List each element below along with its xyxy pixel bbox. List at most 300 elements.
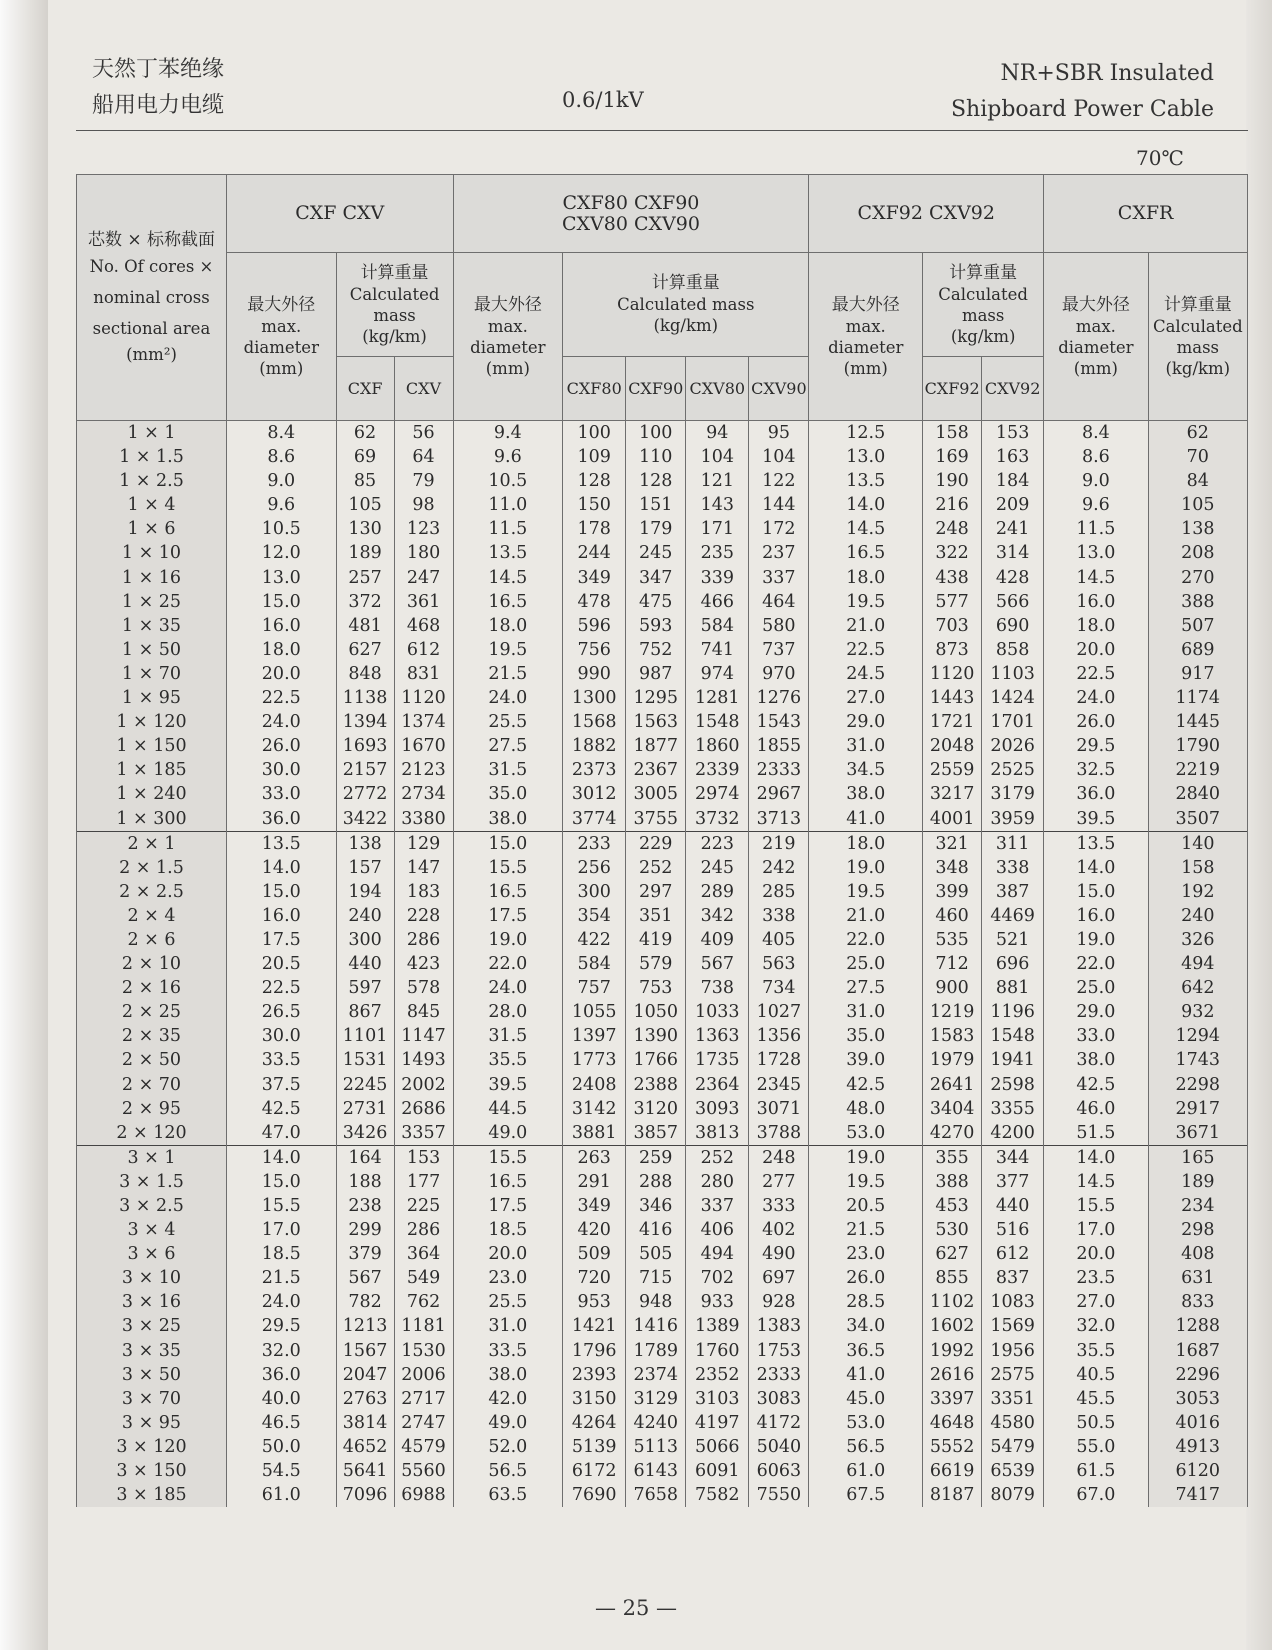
cell-size: 1 × 1.5	[77, 445, 227, 469]
cell-g1-mass-cxv: 1120	[394, 686, 453, 710]
g4-mass-cn: 计算重量	[1163, 294, 1232, 315]
cell-g3-mass-cxv92: 8079	[982, 1483, 1044, 1507]
cell-g2-mass-cxv80: 7582	[686, 1483, 749, 1507]
cell-g4-mass: 2298	[1148, 1073, 1247, 1097]
cell-g4-diameter: 22.5	[1044, 662, 1148, 686]
g3-mass-en: Calculated mass	[938, 284, 1028, 325]
table-row	[77, 1218, 1248, 1242]
cell-g1-diameter: 26.0	[226, 734, 336, 758]
cell-size: 3 × 16	[77, 1290, 227, 1314]
cell-g2-mass-cxv80: 280	[686, 1170, 749, 1194]
cell-g3-mass-cxv92: 837	[982, 1266, 1044, 1290]
cell-g1-diameter: 26.5	[226, 1000, 336, 1024]
cell-g3-mass-cxv92: 516	[982, 1218, 1044, 1242]
cell-g3-mass-cxf92: 322	[923, 541, 982, 565]
cell-g1-mass-cxf: 379	[336, 1242, 394, 1266]
cell-g1-mass-cxv: 845	[394, 1000, 453, 1024]
cell-g2-mass-cxf90: 753	[626, 976, 686, 1000]
cell-g2-diameter: 27.5	[453, 734, 563, 758]
cell-g1-mass-cxf: 2245	[336, 1073, 394, 1097]
cell-g3-mass-cxv92: 1196	[982, 1000, 1044, 1024]
cell-size: 2 × 16	[77, 976, 227, 1000]
cell-g2-mass-cxv90: 3713	[749, 807, 809, 832]
cell-size: 1 × 70	[77, 662, 227, 686]
cell-g2-diameter: 17.5	[453, 1194, 563, 1218]
cell-g2-mass-cxf80: 1397	[563, 1024, 626, 1048]
cell-g3-mass-cxf92: 348	[923, 856, 982, 880]
cell-g2-mass-cxv80: 6091	[686, 1459, 749, 1483]
cell-g2-mass-cxv80: 738	[686, 976, 749, 1000]
cell-g2-mass-cxf90: 1766	[626, 1048, 686, 1072]
cell-g1-mass-cxv: 2747	[394, 1411, 453, 1435]
cell-g1-diameter: 16.0	[226, 904, 336, 928]
cell-g2-diameter: 17.5	[453, 904, 563, 928]
cell-g1-diameter: 8.4	[226, 421, 336, 446]
cell-g3-diameter: 31.0	[809, 1000, 923, 1024]
cell-g1-mass-cxv: 361	[394, 590, 453, 614]
cell-g2-mass-cxf90: 419	[626, 928, 686, 952]
cell-g4-mass: 2840	[1148, 782, 1247, 806]
cell-g1-mass-cxv: 2734	[394, 782, 453, 806]
cell-g3-diameter: 25.0	[809, 952, 923, 976]
g4-diam-unit: (mm)	[1073, 358, 1118, 378]
cell-g3-mass-cxv92: 1548	[982, 1024, 1044, 1048]
cell-size: 3 × 25	[77, 1314, 227, 1338]
cell-g3-mass-cxv92: 3355	[982, 1097, 1044, 1121]
cell-g1-diameter: 36.0	[226, 1363, 336, 1387]
header-title-en-line2: Shipboard Power Cable	[950, 97, 1214, 122]
cell-g4-diameter: 29.0	[1044, 1000, 1148, 1024]
cell-g4-mass: 1790	[1148, 734, 1247, 758]
cell-g2-mass-cxf80: 2408	[563, 1073, 626, 1097]
cell-g2-mass-cxv80: 94	[686, 421, 749, 446]
table-row	[77, 758, 1248, 782]
cell-g2-mass-cxf90: 416	[626, 1218, 686, 1242]
g1-diam-en: max. diameter	[243, 316, 319, 357]
cell-g1-mass-cxv: 578	[394, 976, 453, 1000]
cell-g4-diameter: 14.0	[1044, 1145, 1148, 1170]
cell-g2-mass-cxv90: 277	[749, 1170, 809, 1194]
cell-g2-diameter: 33.5	[453, 1339, 563, 1363]
cell-g3-mass-cxf92: 4001	[923, 807, 982, 832]
table-row	[77, 686, 1248, 710]
table-row	[77, 1097, 1248, 1121]
cell-size: 3 × 1.5	[77, 1170, 227, 1194]
cell-g4-mass: 1445	[1148, 710, 1247, 734]
cell-g1-mass-cxf: 138	[336, 831, 394, 856]
cell-g3-mass-cxv92: 1103	[982, 662, 1044, 686]
cell-g3-mass-cxv92: 858	[982, 638, 1044, 662]
cell-g2-mass-cxv90: 104	[749, 445, 809, 469]
cell-g2-mass-cxv80: 584	[686, 614, 749, 638]
cell-g2-mass-cxf80: 990	[563, 662, 626, 686]
cell-g1-mass-cxv: 2123	[394, 758, 453, 782]
subcol-cxv: CXV	[394, 357, 453, 421]
cell-g1-mass-cxf: 257	[336, 566, 394, 590]
g3-mass-cn: 计算重量	[949, 262, 1018, 283]
cell-g3-diameter: 12.5	[809, 421, 923, 446]
cell-g2-mass-cxf80: 3150	[563, 1387, 626, 1411]
cell-g2-mass-cxf80: 756	[563, 638, 626, 662]
cell-g1-diameter: 9.6	[226, 493, 336, 517]
cell-g1-mass-cxv: 1530	[394, 1339, 453, 1363]
cell-g4-diameter: 32.5	[1044, 758, 1148, 782]
cell-g2-mass-cxv90: 464	[749, 590, 809, 614]
cell-g2-mass-cxf80: 244	[563, 541, 626, 565]
cell-g3-diameter: 16.5	[809, 541, 923, 565]
cell-g2-mass-cxv90: 2967	[749, 782, 809, 806]
cell-g1-mass-cxv: 98	[394, 493, 453, 517]
cell-g1-mass-cxf: 5641	[336, 1459, 394, 1483]
cell-g1-diameter: 30.0	[226, 758, 336, 782]
cell-g1-mass-cxf: 238	[336, 1194, 394, 1218]
cell-g2-diameter: 20.0	[453, 1242, 563, 1266]
cell-g2-mass-cxf80: 509	[563, 1242, 626, 1266]
cell-g2-mass-cxf80: 3881	[563, 1121, 626, 1146]
g3-diameter-header	[809, 253, 923, 421]
table-row	[77, 638, 1248, 662]
cell-g1-mass-cxf: 440	[336, 952, 394, 976]
cell-g2-mass-cxf80: 291	[563, 1170, 626, 1194]
cell-g3-diameter: 45.0	[809, 1387, 923, 1411]
cell-g3-mass-cxf92: 577	[923, 590, 982, 614]
table-row	[77, 856, 1248, 880]
cell-g2-diameter: 9.4	[453, 421, 563, 446]
cell-g2-diameter: 52.0	[453, 1435, 563, 1459]
cell-g2-mass-cxv80: 2339	[686, 758, 749, 782]
cell-size: 3 × 35	[77, 1339, 227, 1363]
cell-size: 2 × 4	[77, 904, 227, 928]
cell-g3-mass-cxv92: 184	[982, 469, 1044, 493]
cell-g2-diameter: 11.5	[453, 517, 563, 541]
cell-g3-mass-cxv92: 4469	[982, 904, 1044, 928]
cell-g2-mass-cxv90: 2345	[749, 1073, 809, 1097]
g2-diameter-header	[453, 253, 563, 421]
cell-g1-diameter: 36.0	[226, 807, 336, 832]
cell-g3-mass-cxv92: 2598	[982, 1073, 1044, 1097]
cell-size: 1 × 150	[77, 734, 227, 758]
cell-g3-mass-cxf92: 460	[923, 904, 982, 928]
cell-g2-mass-cxv90: 5040	[749, 1435, 809, 1459]
cell-g2-mass-cxv90: 402	[749, 1218, 809, 1242]
cell-g1-mass-cxf: 782	[336, 1290, 394, 1314]
cell-g1-diameter: 14.0	[226, 856, 336, 880]
cell-size: 2 × 95	[77, 1097, 227, 1121]
temperature-label: 70℃	[1136, 146, 1184, 170]
cell-g3-mass-cxv92: 440	[982, 1194, 1044, 1218]
cell-g1-diameter: 42.5	[226, 1097, 336, 1121]
cell-g3-mass-cxf92: 6619	[923, 1459, 982, 1483]
cell-g4-mass: 1174	[1148, 686, 1247, 710]
cell-g4-diameter: 33.0	[1044, 1024, 1148, 1048]
cell-g1-diameter: 32.0	[226, 1339, 336, 1363]
cell-g2-diameter: 28.0	[453, 1000, 563, 1024]
cell-size: 2 × 1	[77, 831, 227, 856]
cell-g2-mass-cxf90: 288	[626, 1170, 686, 1194]
cell-g4-diameter: 55.0	[1044, 1435, 1148, 1459]
cell-g3-mass-cxf92: 1219	[923, 1000, 982, 1024]
cell-g4-mass: 84	[1148, 469, 1247, 493]
cell-g4-mass: 917	[1148, 662, 1247, 686]
g1-mass-unit: (kg/km)	[362, 326, 427, 346]
table-row	[77, 1266, 1248, 1290]
cell-g4-mass: 7417	[1148, 1483, 1247, 1507]
cell-g1-mass-cxv: 612	[394, 638, 453, 662]
cell-g3-diameter: 41.0	[809, 1363, 923, 1387]
cell-g3-mass-cxv92: 3959	[982, 807, 1044, 832]
cell-g3-diameter: 19.5	[809, 880, 923, 904]
cell-g2-diameter: 56.5	[453, 1459, 563, 1483]
table-row	[77, 807, 1248, 832]
cell-g2-diameter: 18.0	[453, 614, 563, 638]
cell-g1-diameter: 24.0	[226, 1290, 336, 1314]
cell-g1-diameter: 15.0	[226, 1170, 336, 1194]
cell-g3-mass-cxf92: 2559	[923, 758, 982, 782]
cell-g3-mass-cxf92: 388	[923, 1170, 982, 1194]
header-title-cn-line1: 天然丁苯绝缘	[92, 57, 225, 82]
cell-g1-mass-cxf: 105	[336, 493, 394, 517]
cell-g3-diameter: 53.0	[809, 1411, 923, 1435]
cell-g4-mass: 234	[1148, 1194, 1247, 1218]
cell-g1-mass-cxv: 3357	[394, 1121, 453, 1146]
cell-g1-mass-cxf: 2772	[336, 782, 394, 806]
cell-g1-mass-cxf: 2763	[336, 1387, 394, 1411]
table-row	[77, 1048, 1248, 1072]
g4-diam-cn: 最大外径	[1061, 294, 1130, 315]
cell-g3-diameter: 53.0	[809, 1121, 923, 1146]
cell-g2-mass-cxf90: 1563	[626, 710, 686, 734]
cell-size: 1 × 185	[77, 758, 227, 782]
cell-g3-mass-cxf92: 1721	[923, 710, 982, 734]
cell-g4-diameter: 42.5	[1044, 1073, 1148, 1097]
cell-g2-mass-cxv90: 1356	[749, 1024, 809, 1048]
cell-g1-mass-cxv: 1374	[394, 710, 453, 734]
cell-g2-mass-cxv80: 1389	[686, 1314, 749, 1338]
cell-g3-mass-cxf92: 216	[923, 493, 982, 517]
cell-g2-mass-cxf80: 3774	[563, 807, 626, 832]
cell-g1-mass-cxf: 1531	[336, 1048, 394, 1072]
cell-g4-mass: 270	[1148, 566, 1247, 590]
table-row	[77, 445, 1248, 469]
table-row	[77, 1145, 1248, 1170]
cell-g4-mass: 1294	[1148, 1024, 1247, 1048]
cell-g1-mass-cxf: 2047	[336, 1363, 394, 1387]
subcol-cxv80: CXV80	[686, 357, 749, 421]
cell-g2-mass-cxf90: 3120	[626, 1097, 686, 1121]
cell-g3-mass-cxf92: 158	[923, 421, 982, 446]
cell-g1-diameter: 17.5	[226, 928, 336, 952]
cell-g2-diameter: 49.0	[453, 1121, 563, 1146]
cell-g2-diameter: 14.5	[453, 566, 563, 590]
cell-g4-diameter: 29.5	[1044, 734, 1148, 758]
cell-g1-diameter: 30.0	[226, 1024, 336, 1048]
size-header-unit: (mm²)	[126, 345, 177, 364]
cell-g2-mass-cxf90: 100	[626, 421, 686, 446]
cell-g2-mass-cxf80: 1300	[563, 686, 626, 710]
cell-g2-diameter: 21.5	[453, 662, 563, 686]
cell-g4-mass: 158	[1148, 856, 1247, 880]
g2-mass-en: Calculated mass	[617, 295, 755, 314]
cell-g2-mass-cxf80: 2393	[563, 1363, 626, 1387]
cell-g4-diameter: 8.4	[1044, 421, 1148, 446]
cell-g2-mass-cxf80: 6172	[563, 1459, 626, 1483]
cell-g1-mass-cxv: 2717	[394, 1387, 453, 1411]
cell-g2-mass-cxf80: 420	[563, 1218, 626, 1242]
cell-g2-mass-cxf80: 150	[563, 493, 626, 517]
cell-g4-mass: 189	[1148, 1170, 1247, 1194]
cell-size: 2 × 6	[77, 928, 227, 952]
group-cxf80-cxf90-header	[453, 175, 809, 253]
subcol-cxf90: CXF90	[626, 357, 686, 421]
cell-g3-mass-cxf92: 900	[923, 976, 982, 1000]
cell-g4-mass: 642	[1148, 976, 1247, 1000]
cell-g2-mass-cxv90: 2333	[749, 758, 809, 782]
cell-g2-diameter: 31.0	[453, 1314, 563, 1338]
cell-g4-diameter: 9.6	[1044, 493, 1148, 517]
table-row	[77, 566, 1248, 590]
cell-g3-mass-cxv92: 2525	[982, 758, 1044, 782]
table-row	[77, 1194, 1248, 1218]
cell-g4-mass: 165	[1148, 1145, 1247, 1170]
table-row	[77, 614, 1248, 638]
cell-g4-diameter: 18.0	[1044, 614, 1148, 638]
cell-g3-mass-cxv92: 344	[982, 1145, 1044, 1170]
cell-g2-mass-cxf90: 505	[626, 1242, 686, 1266]
header-voltage: 0.6/1kV	[562, 88, 644, 112]
cell-g4-diameter: 14.5	[1044, 566, 1148, 590]
cell-size: 3 × 185	[77, 1483, 227, 1507]
cell-g4-diameter: 35.5	[1044, 1339, 1148, 1363]
cell-g3-diameter: 13.0	[809, 445, 923, 469]
cell-g3-mass-cxf92: 3397	[923, 1387, 982, 1411]
subcol-cxf92: CXF92	[923, 357, 982, 421]
g4-mass-unit: (kg/km)	[1165, 358, 1231, 378]
cell-g2-mass-cxv80: 3813	[686, 1121, 749, 1146]
cell-g3-diameter: 20.5	[809, 1194, 923, 1218]
cell-g3-diameter: 48.0	[809, 1097, 923, 1121]
cell-g2-mass-cxv90: 1728	[749, 1048, 809, 1072]
cell-g1-mass-cxv: 153	[394, 1145, 453, 1170]
cell-g2-mass-cxv90: 7550	[749, 1483, 809, 1507]
cell-g3-mass-cxf92: 3404	[923, 1097, 982, 1121]
cell-g1-mass-cxf: 7096	[336, 1483, 394, 1507]
cell-g2-mass-cxv90: 144	[749, 493, 809, 517]
cell-size: 3 × 150	[77, 1459, 227, 1483]
g2-diam-cn: 最大外径	[473, 294, 542, 315]
cell-g2-mass-cxv80: 342	[686, 904, 749, 928]
cell-g2-mass-cxf80: 757	[563, 976, 626, 1000]
cell-g2-mass-cxf80: 1568	[563, 710, 626, 734]
header-title-cn-line2: 船用电力电缆	[92, 93, 225, 118]
cell-g3-mass-cxf92: 530	[923, 1218, 982, 1242]
cell-g4-diameter: 16.0	[1044, 904, 1148, 928]
cell-g3-mass-cxf92: 855	[923, 1266, 982, 1290]
cell-g2-mass-cxf80: 7690	[563, 1483, 626, 1507]
cell-g3-diameter: 21.0	[809, 614, 923, 638]
cell-g1-mass-cxv: 831	[394, 662, 453, 686]
cell-g2-mass-cxv80: 409	[686, 928, 749, 952]
cell-g2-mass-cxf90: 151	[626, 493, 686, 517]
cell-g1-diameter: 37.5	[226, 1073, 336, 1097]
table-row	[77, 1024, 1248, 1048]
cell-g2-mass-cxf80: 263	[563, 1145, 626, 1170]
cell-g4-diameter: 22.0	[1044, 952, 1148, 976]
g3-mass-header	[923, 253, 1044, 357]
cell-size: 3 × 50	[77, 1363, 227, 1387]
cell-g1-diameter: 24.0	[226, 710, 336, 734]
cell-g3-mass-cxv92: 2575	[982, 1363, 1044, 1387]
cell-g2-mass-cxv90: 405	[749, 928, 809, 952]
cell-g2-mass-cxf90: 1416	[626, 1314, 686, 1338]
table-row	[77, 1000, 1248, 1024]
cell-g1-diameter: 22.5	[226, 976, 336, 1000]
cell-g2-mass-cxf80: 109	[563, 445, 626, 469]
cell-g2-mass-cxv90: 580	[749, 614, 809, 638]
cell-g1-mass-cxv: 1181	[394, 1314, 453, 1338]
table-row	[77, 1290, 1248, 1314]
cell-g2-mass-cxf90: 6143	[626, 1459, 686, 1483]
cell-g4-mass: 388	[1148, 590, 1247, 614]
cell-g1-mass-cxf: 1138	[336, 686, 394, 710]
g3-mass-unit: (kg/km)	[950, 326, 1016, 346]
cell-g2-mass-cxv80: 245	[686, 856, 749, 880]
cell-size: 2 × 25	[77, 1000, 227, 1024]
cell-g3-mass-cxv92: 2026	[982, 734, 1044, 758]
cell-g3-mass-cxv92: 690	[982, 614, 1044, 638]
header-title-en-line1: NR+SBR Insulated	[1000, 61, 1214, 86]
cell-g2-mass-cxf80: 720	[563, 1266, 626, 1290]
cell-g1-mass-cxv: 1670	[394, 734, 453, 758]
cell-g2-mass-cxv80: 741	[686, 638, 749, 662]
table-body	[77, 421, 1248, 1508]
page-edge-shadow	[1246, 0, 1272, 1650]
g3-diam-cn: 最大外径	[831, 294, 900, 315]
g3-diam-en: max. diameter	[828, 316, 904, 357]
cell-g1-mass-cxv: 364	[394, 1242, 453, 1266]
cell-g2-mass-cxv90: 490	[749, 1242, 809, 1266]
g2-diam-en: max. diameter	[470, 316, 546, 357]
cell-g1-diameter: 10.5	[226, 517, 336, 541]
cell-size: 2 × 70	[77, 1073, 227, 1097]
cell-g1-mass-cxv: 423	[394, 952, 453, 976]
cell-g1-diameter: 20.5	[226, 952, 336, 976]
cell-g4-mass: 3671	[1148, 1121, 1247, 1146]
cell-g3-mass-cxf92: 4648	[923, 1411, 982, 1435]
cell-g3-diameter: 18.0	[809, 566, 923, 590]
size-header-en: No. Of cores × nominal cross sectional area	[89, 257, 214, 338]
cell-size: 3 × 6	[77, 1242, 227, 1266]
cell-g2-mass-cxf80: 422	[563, 928, 626, 952]
cell-g2-diameter: 23.0	[453, 1266, 563, 1290]
cell-g2-mass-cxf90: 1050	[626, 1000, 686, 1024]
cell-g4-mass: 494	[1148, 952, 1247, 976]
cell-g1-mass-cxv: 1147	[394, 1024, 453, 1048]
cell-g2-mass-cxf80: 4264	[563, 1411, 626, 1435]
cell-g2-mass-cxv80: 4197	[686, 1411, 749, 1435]
cell-g2-mass-cxf90: 715	[626, 1266, 686, 1290]
cell-size: 3 × 10	[77, 1266, 227, 1290]
cell-g2-mass-cxf80: 354	[563, 904, 626, 928]
cell-g2-diameter: 39.5	[453, 1073, 563, 1097]
cell-g2-mass-cxv80: 702	[686, 1266, 749, 1290]
header-title-english	[951, 56, 1214, 128]
cell-g1-mass-cxf: 62	[336, 421, 394, 446]
cell-g2-diameter: 25.5	[453, 710, 563, 734]
cell-g2-mass-cxv80: 223	[686, 831, 749, 856]
cell-g4-diameter: 40.5	[1044, 1363, 1148, 1387]
cell-g2-mass-cxv80: 337	[686, 1194, 749, 1218]
cell-g1-mass-cxv: 79	[394, 469, 453, 493]
